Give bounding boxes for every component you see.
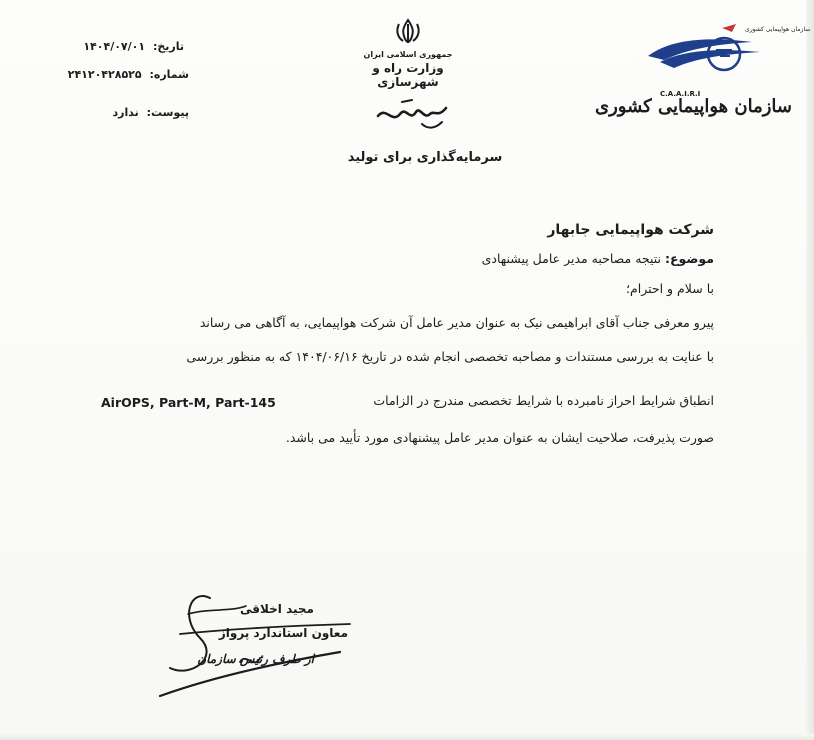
subject-label: موضوع: (664, 251, 714, 266)
date-label: تاریخ: (152, 40, 184, 53)
ministry-name: وزارت راه و شهرسازی (372, 61, 444, 89)
attachment-label: پیوست: (146, 106, 189, 119)
attachment-field (113, 106, 189, 119)
body-line-4: صورت پذیرفت، صلاحیت ایشان به عنوان مدیر عامل پیشنهادی مورد تأیید می باشد. (285, 430, 714, 445)
body-line-2: با عنایت به بررسی مستندات و مصاحبه تخصصی انجام شده در تاریخ ۱۴۰۴/۰۶/۱۶ که به منظور بررسی (186, 349, 714, 364)
iran-emblem-icon (393, 18, 423, 44)
bismillah-calligraphy (372, 96, 452, 132)
subject-line (482, 251, 714, 266)
logo-abbreviation: C.A.A.I.R.I (660, 90, 701, 98)
signatory-title: معاون استاندارد پرواز (218, 626, 348, 640)
yearly-motto: سرمایه‌گذاری برای تولید (347, 150, 503, 165)
body-line-3: انطباق شرایط احراز نامبرده با شرایط تخصصی مندرج در الزامات (373, 393, 714, 408)
page-edge-shadow (806, 0, 814, 740)
number-value: ۲۴۱۲۰۴۲۸۵۲۵ (67, 68, 142, 81)
logo-small-text: سازمان هواپیمایی کشوری (745, 26, 811, 33)
ministry-block (348, 18, 468, 89)
regulations-list: AirOPS, Part-M, Part-145 (101, 395, 276, 410)
greeting: با سلام و احترام؛ (626, 281, 714, 296)
recipient: شرکت هواپیمایی جابهار (547, 222, 714, 238)
signatory-on-behalf: از طرف رئیس سازمان (197, 652, 314, 666)
attachment-value: ندارد (112, 106, 139, 119)
date-field (83, 40, 184, 53)
signatory-name: مجید اخلاقی (240, 602, 314, 616)
organization-name: سازمان هواپیمایی کشوری (595, 96, 792, 117)
page-bottom-shadow (0, 734, 814, 740)
number-field (68, 68, 189, 81)
handwritten-signature (150, 578, 380, 708)
subject-text: نتیجه مصاحبه مدیر عامل پیشنهادی (481, 251, 661, 266)
body-line-1: پیرو معرفی جناب آقای ابراهیمی نیک به عنوان مدیر عامل آن شرکت هواپیمایی، به آگاهی می رساند (199, 315, 714, 330)
date-value: ۱۴۰۴/۰۷/۰۱ (83, 40, 146, 53)
number-label: شماره: (149, 68, 189, 81)
republic-text: جمهوری اسلامی ایران (363, 50, 453, 59)
